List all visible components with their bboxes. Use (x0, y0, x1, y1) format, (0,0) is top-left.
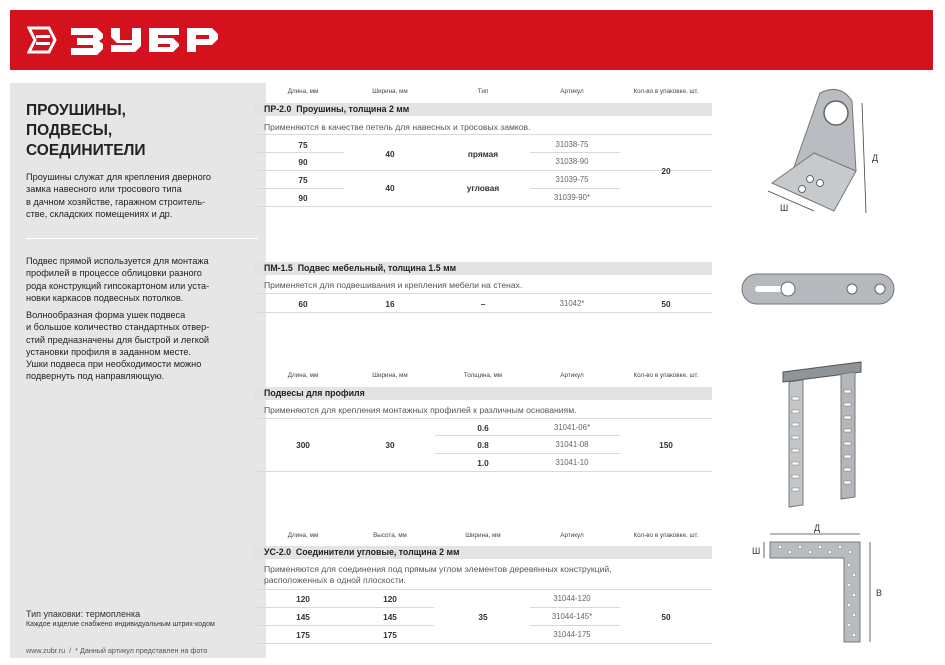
width-cell: 35 (478, 612, 488, 622)
thickness-cell: 0.8 (477, 440, 489, 450)
section1-title: ПР-2.0 Проушины, толщина 2 мм (264, 104, 410, 114)
height-cell: 145 (383, 612, 397, 622)
length-cell: 120 (296, 594, 310, 604)
divider (254, 152, 344, 153)
divider (530, 625, 620, 626)
article-cell: 31044-145* (551, 612, 593, 621)
col-header-article: Артикул (560, 88, 584, 95)
divider (530, 188, 620, 189)
article-cell: 31044-120 (553, 594, 591, 603)
divider (254, 607, 434, 608)
divider (254, 293, 712, 294)
col-header-qty: Кол-во в упаковке, шт. (633, 88, 699, 95)
col-header-qty: Кол-во в упаковке, шт. (633, 532, 699, 539)
sidebar-hanger-text: Подвес прямой используется для монтажа профилей в процессе облицовки разного рода конструкций гипсокартоном или уста- новки каркасов подвесных потолков. (26, 256, 210, 303)
col-header-length: Длина, мм (287, 88, 319, 95)
eye-bracket-image (762, 83, 892, 223)
article-cell: 31038-75 (555, 140, 589, 149)
thickness-cell: 0.6 (477, 423, 489, 433)
section3-description: Применяются для крепления монтажных профилей к различным основаниям. (264, 405, 577, 415)
type-cell: прямая (467, 149, 499, 159)
divider (254, 418, 712, 419)
length-cell: 75 (298, 175, 308, 185)
sidebar-hanger-shape-text: Волнообразная форма ушек подвеса и большое количество стандартных отвер- стий предназначены для быстрой и легкой установки профиля в заданном месте. Ушки подвеса при необходимости можно подвернуть под направляющую. (26, 310, 210, 382)
brand-name: ЗУБР (27, 18, 30, 19)
section4-title: УС-2.0 Соединители угловые, толщина 2 мм (264, 547, 460, 557)
article-cell: 31038-90 (555, 157, 589, 166)
article-cell: 31041-08 (555, 440, 589, 449)
article-cell: 31039-90* (554, 193, 590, 202)
zubr-logo (27, 18, 227, 62)
divider (254, 471, 712, 472)
article-cell: 31042* (559, 299, 585, 308)
dim-h-label: В (876, 588, 883, 598)
col-header-width: Ширина, мм (465, 532, 501, 539)
col-header-qty: Кол-во в упаковке, шт. (633, 372, 699, 379)
dim-w-label: Ш (752, 546, 761, 556)
sidebar-divider (26, 238, 258, 239)
section2-description: Применяется для подвешивания и крепления мебели на стенах. (264, 280, 523, 290)
divider (254, 134, 712, 135)
width-cell: 16 (385, 299, 395, 309)
footer-separator: / (69, 646, 72, 655)
divider (254, 188, 344, 189)
height-cell: 175 (383, 630, 397, 640)
divider (254, 312, 712, 313)
article-cell: 31041-10 (555, 458, 589, 467)
divider (530, 152, 620, 153)
section2-title: ПМ-1.5 Подвес мебельный, толщина 1.5 мм (264, 263, 457, 273)
footer (26, 646, 211, 655)
article-cell: 31039-75 (555, 175, 589, 184)
divider (254, 625, 434, 626)
qty-cell: 150 (659, 440, 673, 450)
section4-description: Применяются для соединения под прямым углом элементов деревянных конструкций, расположенных в одной плоскости. (264, 564, 612, 585)
qty-cell: 50 (661, 299, 671, 309)
angle-connector-image (748, 520, 898, 650)
length-cell: 300 (296, 440, 310, 450)
col-header-length: Длина, мм (287, 532, 319, 539)
divider (254, 643, 712, 644)
length-cell: 175 (296, 630, 310, 640)
length-cell: 90 (298, 157, 308, 167)
dim-w-label: Ш (780, 203, 789, 213)
divider (254, 589, 712, 590)
thickness-cell: 1.0 (477, 458, 489, 468)
col-header-length: Длина, мм (287, 372, 319, 379)
length-cell: 75 (298, 140, 308, 150)
col-header-width: Ширина, мм (372, 88, 408, 95)
width-cell: 30 (385, 440, 395, 450)
divider (254, 206, 712, 207)
col-header-height: Высота, мм (373, 532, 407, 539)
section3-title: Подвесы для профиля (264, 388, 365, 398)
divider (530, 607, 620, 608)
footer-note: * Данный артикул представлен на фото (75, 646, 208, 655)
length-cell: 90 (298, 193, 308, 203)
divider (435, 435, 620, 436)
footer-site-link[interactable]: www.zubr.ru (26, 646, 66, 655)
col-header-type: Тип (477, 88, 489, 95)
sidebar-intro: Проушины служат для крепления дверного замка навесного или тросового типа в дачном хозяйстве, гаражном строитель- стве, складских помещениях и др. (26, 172, 211, 219)
height-cell: 120 (383, 594, 397, 604)
dim-d-label: Д (872, 153, 879, 163)
dim-d-label: Д (814, 523, 821, 533)
divider (435, 453, 620, 454)
width-cell: 40 (385, 183, 395, 193)
length-cell: 60 (298, 299, 308, 309)
packaging-type: Тип упаковки: термопленка (26, 609, 141, 619)
width-cell: 40 (385, 149, 395, 159)
col-header-article: Артикул (560, 532, 584, 539)
article-cell: 31044-175 (553, 630, 591, 639)
col-header-thickness: Толщина, мм (463, 372, 503, 379)
col-header-width: Ширина, мм (372, 372, 408, 379)
qty-cell: 50 (661, 612, 671, 622)
col-header-article: Артикул (560, 372, 584, 379)
length-cell: 145 (296, 612, 310, 622)
profile-hanger-image (775, 352, 870, 512)
qty-cell: 20 (661, 166, 671, 176)
article-cell: 31041-06* (554, 423, 590, 432)
furniture-hanger-image (740, 268, 900, 314)
barcode-note: Каждое изделие снабжено индивидуальным штрих-кодом (26, 621, 215, 628)
section1-description: Применяются в качестве петель для навесных и тросовых замков. (264, 122, 531, 132)
type-cell: угловая (466, 183, 500, 193)
sidebar-title: ПРОУШИНЫ, ПОДВЕСЫ, СОЕДИНИТЕЛИ (26, 102, 146, 159)
type-cell: – (480, 299, 486, 309)
